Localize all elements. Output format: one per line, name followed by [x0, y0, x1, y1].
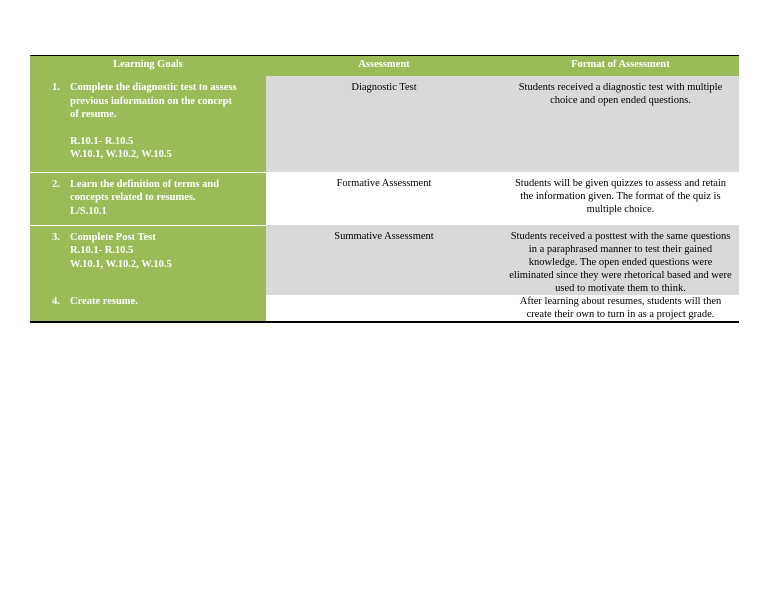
goal-cell	[30, 172, 266, 225]
assessment-cell	[266, 76, 502, 172]
table-row	[30, 225, 739, 295]
goal-line: of resume.	[70, 109, 117, 120]
goal-line: Create resume.	[70, 296, 138, 307]
table-row	[30, 172, 739, 225]
goal-line: Complete the diagnostic test to assess	[70, 82, 237, 93]
goal-cell	[30, 225, 266, 295]
goal-line: concepts related to resumes.	[70, 192, 196, 203]
header-format: Format of Assessment	[502, 56, 739, 76]
header-learning-goals: Learning Goals	[30, 56, 266, 76]
standard-codes: W.10.1, W.10.2, W.10.5	[70, 149, 172, 160]
format-cell	[502, 172, 739, 225]
format-text: Students received a diagnostic test with multiple choice and open ended questions.	[518, 82, 723, 106]
assessment-text: Formative Assessment	[336, 178, 432, 189]
format-text: Students received a posttest with the same questions in a paraphrased manner to test their gained knowledge. The open ended questions were eliminated since they were rhetorical based and were used to motivate them to think.	[509, 231, 732, 294]
assessment-text: Diagnostic Test	[351, 82, 417, 93]
assessment-cell	[266, 172, 502, 225]
goal-cell	[30, 76, 266, 172]
table-bottom-rule	[30, 321, 739, 323]
assessment-cell	[266, 295, 502, 322]
goal-line: R.10.1- R.10.5	[70, 245, 134, 256]
standard-codes: R.10.1- R.10.5	[70, 135, 134, 147]
goal-line: W.10.1, W.10.2, W.10.5	[70, 258, 172, 270]
format-cell	[502, 225, 739, 295]
goal-number: 3.	[52, 231, 60, 243]
table-row	[30, 76, 739, 172]
goal-number: 4.	[52, 296, 60, 307]
goal-cell	[30, 295, 266, 322]
format-text: After learning about resumes, students will then create their own to turn in as a project grade.	[519, 296, 722, 320]
goal-line: Learn the definition of terms and	[70, 178, 220, 190]
goal-line: Complete Post Test	[70, 231, 156, 243]
goal-number: 1.	[52, 82, 60, 93]
goal-line: L/S.10.1	[70, 205, 107, 217]
header-assessment: Assessment	[266, 56, 502, 76]
format-cell	[502, 76, 739, 172]
assessment-cell	[266, 225, 502, 295]
goal-number: 2.	[52, 178, 60, 190]
table-row	[30, 295, 739, 322]
assessment-text: Summative Assessment	[334, 231, 434, 242]
assessment-table	[30, 56, 739, 322]
format-text: Students will be given quizzes to assess and retain the information given. The format of the quiz is multiple choice.	[514, 178, 727, 215]
header-row	[30, 56, 739, 76]
goal-line: previous information on the concept	[70, 95, 232, 107]
format-cell	[502, 295, 739, 322]
